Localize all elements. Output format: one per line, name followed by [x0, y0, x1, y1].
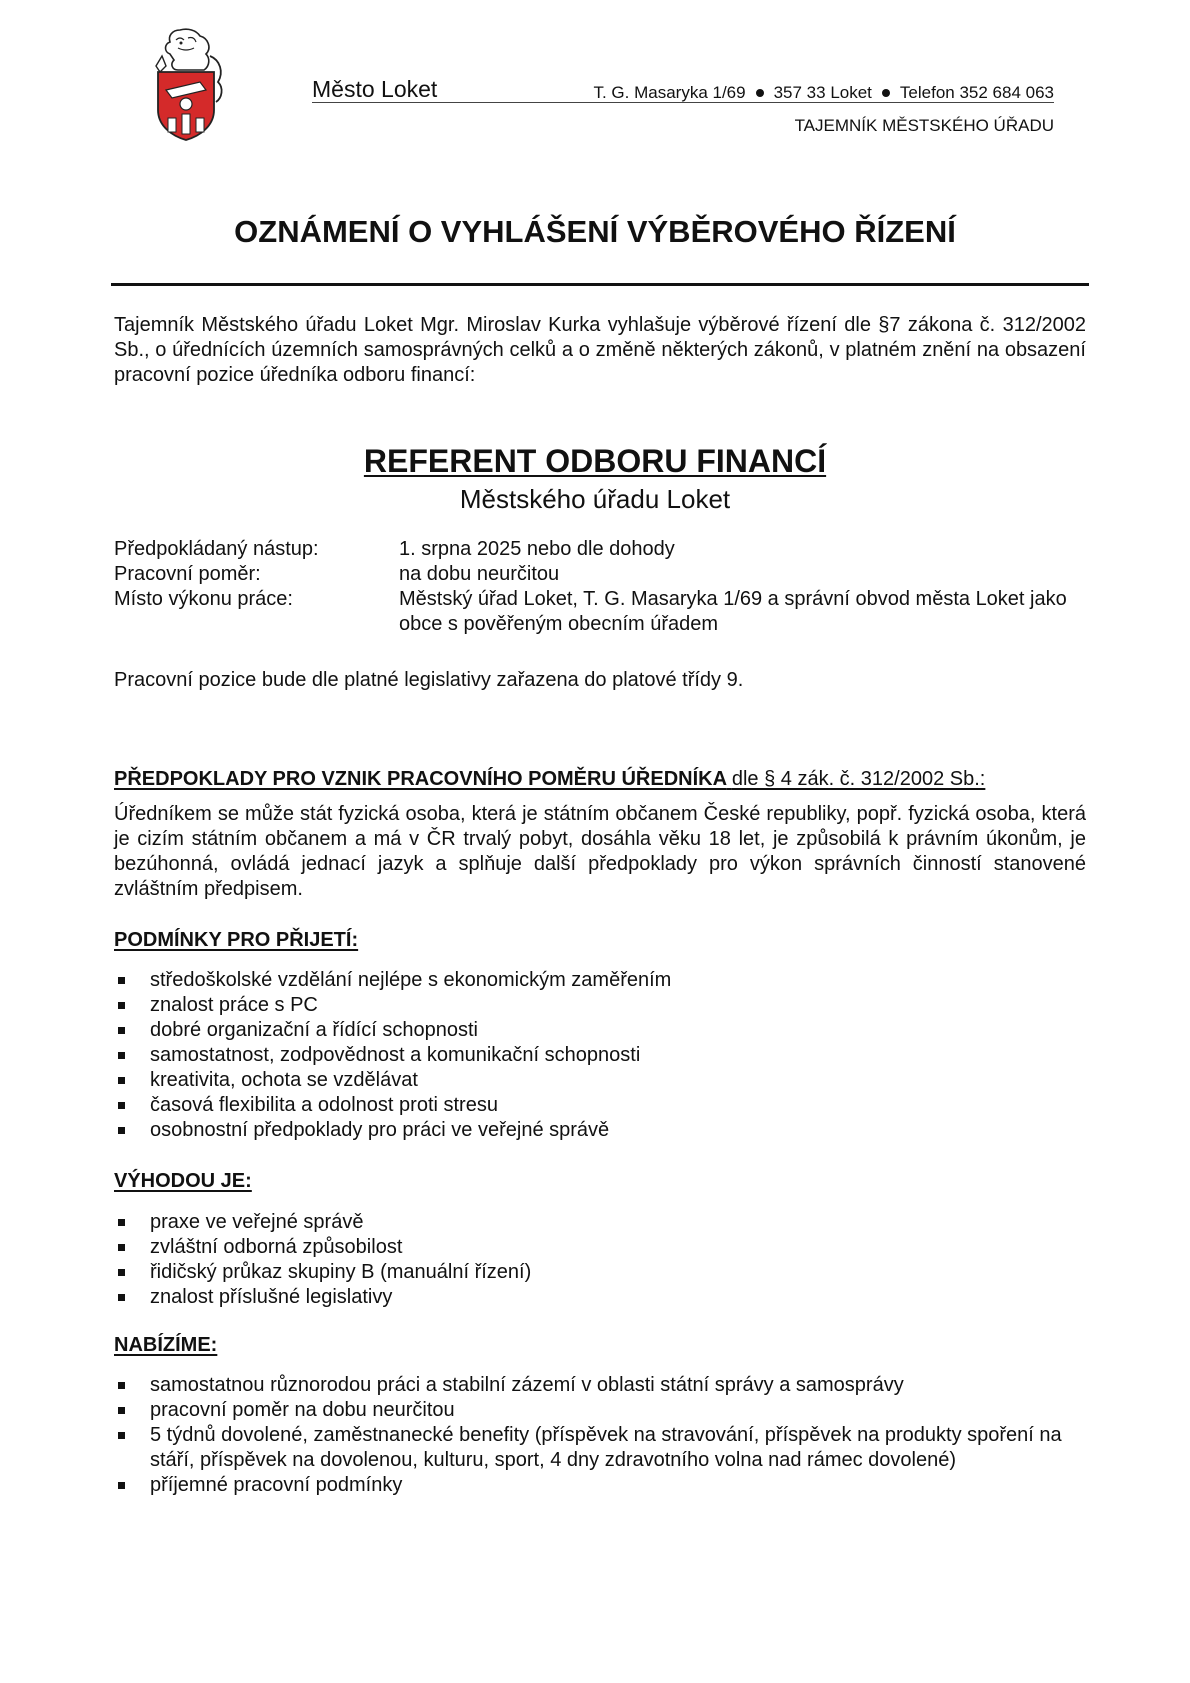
advantages-heading: VÝHODOU JE: — [114, 1170, 252, 1192]
offer-heading: NABÍZÍME: — [114, 1334, 218, 1356]
list-item: časová flexibilita a odolnost proti stresu — [114, 1093, 1086, 1118]
requirements-text: Úředníkem se může stát fyzická osoba, která je státním občanem České republiky, popř. fyzická osoba, která je cizím státním občanem a má v ČR trvalý pobyt, dosáhla věku 18 let, je způsobilá k právním úkonům, je bezúhonná, ovládá jednací jazyk a splňuje další předpoklady pro výkon správních činností stanovené zvláštním předpisem. — [114, 803, 1086, 900]
address: T. G. Masaryka 1/69 — [593, 83, 746, 102]
list-item: samostatnou různorodou práci a stabilní zázemí v oblasti státní správy a samosprávy — [114, 1373, 1086, 1398]
detail-label: Místo výkonu práce: — [114, 588, 293, 610]
requirements-heading-suffix: dle § 4 zák. č. 312/2002 Sb.: — [731, 768, 986, 790]
intro-paragraph: Tajemník Městského úřadu Loket Mgr. Miroslav Kurka vyhlašuje výběrové řízení dle §7 zákona č. 312/2002 Sb., o úřednících územních samosprávných celků a o změně některých zákonů, v platném znění na obsazení pracovní pozice úředníka odboru financí: — [114, 314, 1086, 386]
document-title: OZNÁMENÍ O VYHLÁŠENÍ VÝBĚROVÉHO ŘÍZENÍ — [234, 214, 956, 249]
detail-value: na dobu neurčitou — [399, 563, 560, 585]
list-item: pracovní poměr na dobu neurčitou — [114, 1398, 1086, 1423]
town-crest-logo — [150, 26, 232, 144]
detail-row — [114, 587, 1086, 637]
requirements-heading-text: PŘEDPOKLADY PRO VZNIK PRACOVNÍHO POMĚRU ÚŘEDNÍKA — [114, 768, 727, 790]
list-item: samostatnost, zodpovědnost a komunikační schopnosti — [114, 1043, 1086, 1068]
detail-label: Předpokládaný nástup: — [114, 538, 319, 560]
list-item: příjemné pracovní podmínky — [114, 1473, 1086, 1498]
postal-code: 357 33 Loket — [773, 83, 872, 102]
list-item: znalost příslušné legislativy — [114, 1285, 1086, 1310]
list-item: dobré organizační a řídící schopnosti — [114, 1018, 1086, 1043]
list-item: řidičský průkaz skupiny B (manuální řízení) — [114, 1260, 1086, 1285]
list-item: středoškolské vzdělání nejlépe s ekonomickým zaměřením — [114, 968, 1086, 993]
salary-grade-text: Pracovní pozice bude dle platné legislativy zařazena do platové třídy 9. — [114, 669, 744, 691]
list-item: praxe ve veřejné správě — [114, 1210, 1086, 1235]
detail-row — [114, 537, 1086, 562]
detail-value: Městský úřad Loket, T. G. Masaryka 1/69 a správní obvod města Loket jako obce s pověřeným obecním úřadem — [399, 588, 1067, 635]
town-name: Město Loket — [312, 76, 438, 102]
detail-label: Pracovní poměr: — [114, 563, 261, 585]
list-item: znalost práce s PC — [114, 993, 1086, 1018]
list-item: 5 týdnů dovolené, zaměstnanecké benefity (příspěvek na stravování, příspěvek na produkty spoření na stáří, příspěvek na dovolenou, kulturu, sport, 4 dny zdravotního volna nad rámec dovolené) — [114, 1423, 1086, 1473]
position-title: REFERENT ODBORU FINANCÍ — [363, 443, 827, 479]
conditions-heading: PODMÍNKY PRO PŘIJETÍ: — [114, 929, 359, 951]
offer-list — [114, 1373, 1086, 1498]
conditions-list — [114, 968, 1086, 1143]
position-details — [114, 537, 1086, 637]
position-heading — [0, 443, 1190, 515]
title-divider — [111, 283, 1089, 286]
position-subtitle: Městského úřadu Loket — [459, 484, 731, 514]
list-item: kreativita, ochota se vzdělávat — [114, 1068, 1086, 1093]
bullet-dot-icon — [882, 89, 890, 97]
bullet-dot-icon — [756, 89, 764, 97]
detail-value: 1. srpna 2025 nebo dle dohody — [399, 538, 675, 560]
advantages-list — [114, 1210, 1086, 1310]
requirements-heading — [114, 768, 985, 791]
detail-row — [114, 562, 1086, 587]
list-item: osobnostní předpoklady pro práci ve veřejné správě — [114, 1118, 1086, 1143]
contact-line — [593, 83, 1054, 103]
office-label: TAJEMNÍK MĚSTSKÉHO ÚŘADU — [794, 116, 1054, 135]
phone: Telefon 352 684 063 — [899, 83, 1054, 102]
list-item: zvláštní odborná způsobilost — [114, 1235, 1086, 1260]
